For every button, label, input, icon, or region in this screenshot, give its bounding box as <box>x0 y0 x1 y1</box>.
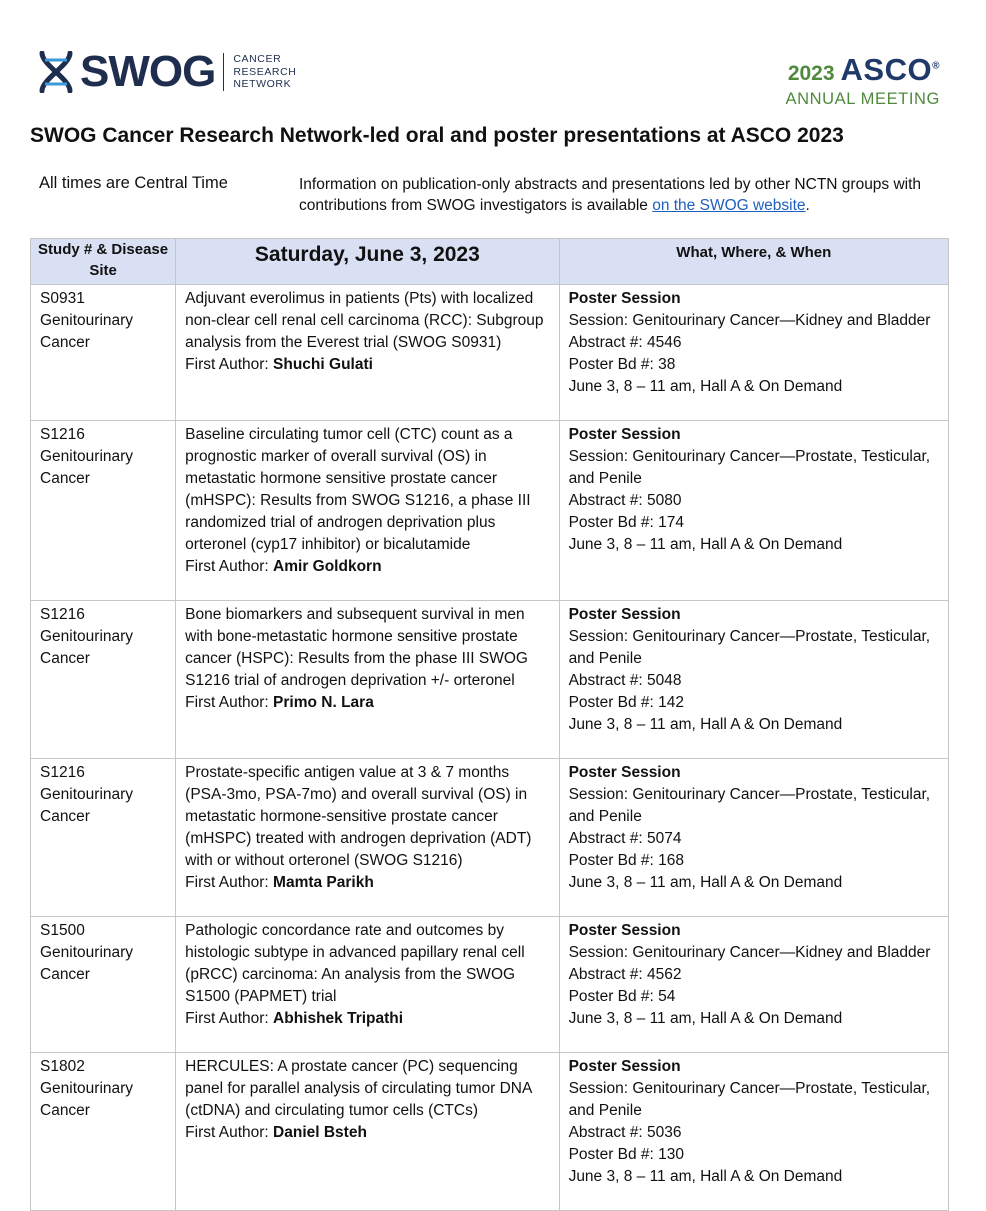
study-cell <box>31 421 176 601</box>
poster-board: Poster Bd #: 130 <box>568 1146 685 1163</box>
schedule-table <box>30 238 949 1211</box>
abstract-cell <box>176 421 559 601</box>
table-header-row <box>31 239 949 285</box>
asco-name <box>841 52 940 87</box>
asco-logo <box>786 52 940 107</box>
first-author-name: Daniel Bsteh <box>273 1124 367 1141</box>
study-cell <box>31 285 176 421</box>
logo-divider <box>223 53 224 91</box>
abstract-title: Bone biomarkers and subsequent survival in men with bone-metastatic hormone sensitive prostate cancer (HSPC): Results from the phase III SWOG S1216 trial of androgen deprivation +/- orteronel <box>185 606 528 689</box>
session-type: Poster Session <box>568 1058 681 1075</box>
timezone-note: All times are Central Time <box>39 174 228 192</box>
asco-subtitle: ANNUAL MEETING <box>785 90 940 109</box>
page-title: SWOG Cancer Research Network-led oral and poster presentations at ASCO 2023 <box>30 124 844 147</box>
abstract-number: Abstract #: 4546 <box>568 334 682 351</box>
disease-site: Genitourinary <box>40 628 134 645</box>
first-author-label: First Author: <box>185 1124 274 1141</box>
session-name: Session: Genitourinary Cancer—Kidney and Bladder <box>568 312 931 329</box>
table-row <box>31 601 949 759</box>
abstract-title: Baseline circulating tumor cell (CTC) count as a prognostic marker of overall survival (OS) in metastatic hormone sensitive prostate cancer (mHSPC): Results from SWOG S1216, a phase III randomized trial of androgen deprivation plus orteronel (cyp17 inhibitor) or bicalutamide <box>185 426 531 553</box>
details-cell <box>559 759 948 917</box>
abstract-title: Pathologic concordance rate and outcomes by histologic subtype in advanced papillary renal cell (pRCC) carcinoma: An analysis from the SWOG S1500 (PAPMET) trial <box>185 922 525 1005</box>
disease-site: Genitourinary <box>40 1080 134 1097</box>
study-number: S1500 <box>40 922 85 939</box>
disease-site: Cancer <box>40 808 90 825</box>
details-cell <box>559 917 948 1053</box>
first-author-name: Amir Goldkorn <box>273 558 382 575</box>
dna-helix-icon <box>38 51 74 93</box>
first-author-name: Shuchi Gulati <box>273 356 373 373</box>
details-cell <box>559 1053 948 1211</box>
disease-site: Cancer <box>40 650 90 667</box>
table-row <box>31 759 949 917</box>
disease-site: Cancer <box>40 966 90 983</box>
session-time: June 3, 8 – 11 am, Hall A & On Demand <box>568 536 843 553</box>
abstract-number: Abstract #: 4562 <box>568 966 682 983</box>
first-author <box>185 692 550 714</box>
abstract-title: Prostate-specific antigen value at 3 & 7 months (PSA-3mo, PSA-7mo) and overall survival (OS) in metastatic hormone-sensitive prostate cancer (mHSPC) treated with androgen deprivation (ADT) with or without orteronel (SWOG S1216) <box>185 764 532 869</box>
swog-tagline-line: RESEARCH <box>233 65 297 78</box>
session-time: June 3, 8 – 11 am, Hall A & On Demand <box>568 716 843 733</box>
study-cell <box>31 601 176 759</box>
session-type: Poster Session <box>568 290 681 307</box>
abstract-title: Adjuvant everolimus in patients (Pts) with localized non-clear cell renal cell carcinoma (RCC): Subgroup analysis from the Everest trial (SWOG S0931) <box>185 290 544 351</box>
asco-name-text: ASCO <box>840 52 933 88</box>
disease-site: Cancer <box>40 334 90 351</box>
table-row <box>31 1053 949 1211</box>
what-column-header: What, Where, & When <box>559 239 948 285</box>
study-cell <box>31 917 176 1053</box>
session-type: Poster Session <box>568 764 681 781</box>
first-author-label: First Author: <box>185 874 274 891</box>
details-cell <box>559 285 948 421</box>
disease-site: Genitourinary <box>40 312 134 329</box>
swog-tagline <box>233 53 296 91</box>
session-name: Session: Genitourinary Cancer—Kidney and Bladder <box>568 944 931 961</box>
table-row <box>31 421 949 601</box>
session-name: Session: Genitourinary Cancer—Prostate, Testicular, and Penile <box>568 628 931 667</box>
disease-site: Genitourinary <box>40 944 134 961</box>
poster-board: Poster Bd #: 142 <box>568 694 685 711</box>
abstract-cell <box>176 601 559 759</box>
study-cell <box>31 759 176 917</box>
first-author-name: Primo N. Lara <box>273 694 374 711</box>
poster-board: Poster Bd #: 54 <box>568 988 676 1005</box>
first-author-label: First Author: <box>185 558 274 575</box>
abstract-cell <box>176 1053 559 1211</box>
session-time: June 3, 8 – 11 am, Hall A & On Demand <box>568 378 843 395</box>
swog-wordmark: SWOG <box>80 47 216 96</box>
abstract-number: Abstract #: 5048 <box>568 672 682 689</box>
disease-site: Genitourinary <box>40 786 134 803</box>
swog-tagline-line: CANCER <box>233 53 282 66</box>
study-cell <box>31 1053 176 1211</box>
disease-site: Cancer <box>40 470 90 487</box>
study-number: S1216 <box>40 764 85 781</box>
first-author <box>185 872 550 894</box>
first-author-name: Mamta Parikh <box>273 874 374 891</box>
session-time: June 3, 8 – 11 am, Hall A & On Demand <box>568 874 843 891</box>
registered-mark: ® <box>932 61 940 72</box>
date-column-header: Saturday, June 3, 2023 <box>176 239 559 285</box>
first-author <box>185 1008 550 1030</box>
first-author-label: First Author: <box>185 1010 274 1027</box>
session-name: Session: Genitourinary Cancer—Prostate, Testicular, and Penile <box>568 1080 931 1119</box>
table-row <box>31 285 949 421</box>
session-time: June 3, 8 – 11 am, Hall A & On Demand <box>568 1168 843 1185</box>
abstract-title: HERCULES: A prostate cancer (PC) sequencing panel for parallel analysis of circulating tumor DNA (ctDNA) and circulating tumor cells (CTCs) <box>185 1058 532 1119</box>
session-type: Poster Session <box>568 426 681 443</box>
session-name: Session: Genitourinary Cancer—Prostate, Testicular, and Penile <box>568 448 931 487</box>
session-time: June 3, 8 – 11 am, Hall A & On Demand <box>568 1010 843 1027</box>
first-author <box>185 556 550 578</box>
info-note-text: Information on publication-only abstracts and presentations led by other NCTN groups with contributions from SWOG investigators is available <box>299 176 922 214</box>
abstract-number: Abstract #: 5036 <box>568 1124 682 1141</box>
first-author-name: Abhishek Tripathi <box>273 1010 404 1027</box>
disease-site: Genitourinary <box>40 448 134 465</box>
asco-year: 2023 <box>787 62 835 86</box>
first-author-label: First Author: <box>185 694 274 711</box>
session-name: Session: Genitourinary Cancer—Prostate, Testicular, and Penile <box>568 786 931 825</box>
abstract-number: Abstract #: 5074 <box>568 830 682 847</box>
study-number: S1216 <box>40 606 85 623</box>
abstract-number: Abstract #: 5080 <box>568 492 682 509</box>
session-type: Poster Session <box>568 922 681 939</box>
abstract-cell <box>176 759 559 917</box>
swog-logo <box>38 48 296 96</box>
abstract-cell <box>176 917 559 1053</box>
study-number: S1216 <box>40 426 85 443</box>
poster-board: Poster Bd #: 168 <box>568 852 685 869</box>
swog-website-link[interactable]: on the SWOG website <box>652 197 806 214</box>
swog-tagline-line: NETWORK <box>233 78 292 91</box>
info-note-suffix: . <box>805 197 810 214</box>
poster-board: Poster Bd #: 174 <box>568 514 685 531</box>
first-author <box>185 354 550 376</box>
disease-site: Cancer <box>40 1102 90 1119</box>
details-cell <box>559 421 948 601</box>
poster-board: Poster Bd #: 38 <box>568 356 676 373</box>
first-author-label: First Author: <box>185 356 274 373</box>
details-cell <box>559 601 948 759</box>
session-type: Poster Session <box>568 606 681 623</box>
table-row <box>31 917 949 1053</box>
info-note <box>299 174 959 216</box>
first-author <box>185 1122 550 1144</box>
study-column-header: Study # & Disease Site <box>31 239 176 285</box>
abstract-cell <box>176 285 559 421</box>
study-number: S0931 <box>40 290 85 307</box>
study-number: S1802 <box>40 1058 85 1075</box>
